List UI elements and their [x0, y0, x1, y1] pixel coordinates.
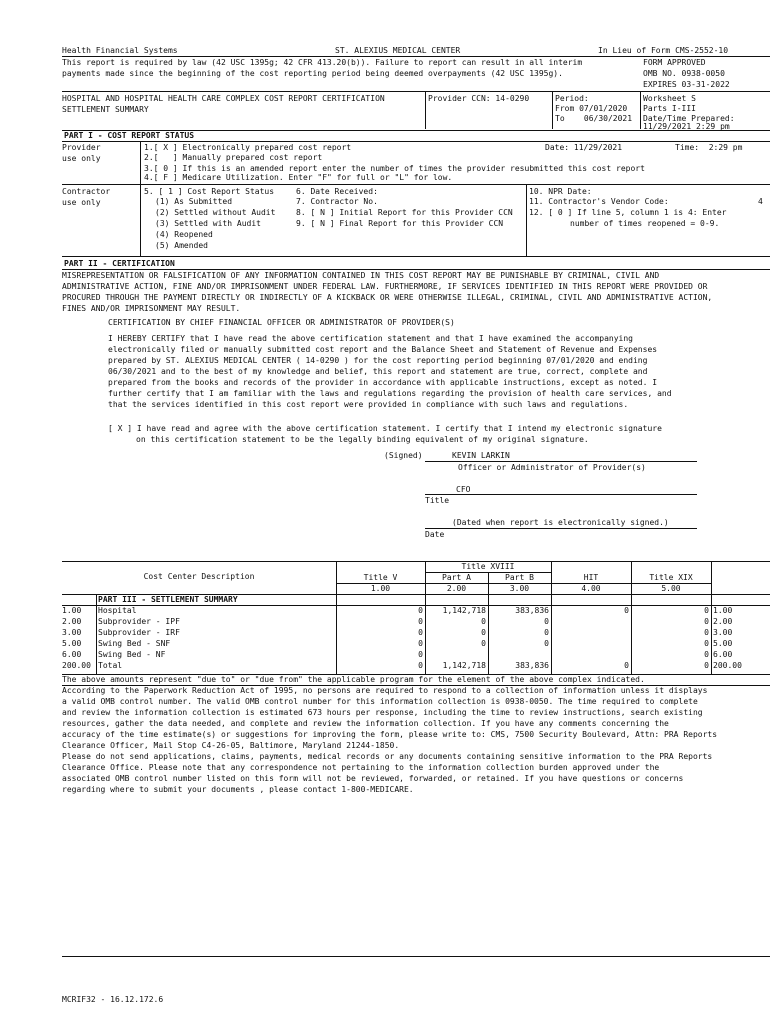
date-label: Date [425, 530, 445, 539]
row-part-b: 383,836 [515, 661, 549, 670]
row-part-a: 0 [481, 628, 486, 637]
row-part-a: 0 [481, 617, 486, 626]
footer-line-10: associated OMB control number listed on this form will not be reviewed, forwarded, or retained. If you have questions or concerns [62, 774, 684, 783]
parts-label: Parts I-III [643, 104, 696, 113]
row-title-v: 0 [418, 650, 423, 659]
date-prepared-label: Date/Time Prepared: [643, 114, 735, 123]
part2-heading: PART II - CERTIFICATION [64, 259, 175, 268]
row-title-v: 0 [418, 639, 423, 648]
esign-line-1: [ X ] I have read and agree with the above certification statement. I certify that I intend my electronic signature [108, 424, 662, 433]
title-xviii-header: Title XVIII [461, 562, 515, 571]
col-num-5: 5.00 [661, 584, 681, 593]
row-line-number-right: 6.00 [713, 650, 733, 659]
signed-label: (Signed) [384, 451, 423, 460]
form-approved: FORM APPROVED [643, 58, 706, 67]
final-report: 9. [ N ] Final Report for this Provider CCN [296, 219, 504, 228]
col-num-2: 2.00 [446, 584, 467, 593]
cert-para-6: further certify that I am familiar with the laws and regulations regarding the provision of health care services, and [108, 389, 672, 398]
vendor-code-value: 4 [758, 197, 763, 206]
period-from: From 07/01/2020 [555, 104, 628, 113]
footer-line-8: Please do not send applications, claims, payments, medical records or any documents containing sensitive information to the PRA Reports [62, 752, 713, 761]
footer-line-1: The above amounts represent "due to" or "due from" the applicable program for the element of the above complex indicated. [62, 675, 645, 684]
row-title-xix: 0 [704, 661, 709, 670]
date-prepared: 11/29/2021 2:29 pm [643, 122, 730, 131]
npr-date: 10. NPR Date: [529, 187, 592, 196]
omb-number: OMB NO. 0938-0050 [643, 69, 725, 78]
row-line-number: 5.00 [62, 639, 82, 648]
misrep-line-1: MISREPRESENTATION OR FALSIFICATION OF ANY INFORMATION CONTAINED IN THIS COST REPORT MAY BE PUNISHABLE BY CRIMINAL, CIVIL AND [62, 271, 660, 280]
row-part-b: 0 [544, 628, 549, 637]
col-title-xix: Title XIX [649, 573, 693, 582]
col-num-1: 1.00 [370, 584, 391, 593]
row-line-number-right: 1.00 [713, 606, 733, 615]
cert-para-7: that the services identified in this cost report were provided in compliance with such laws and regulations. [108, 400, 629, 409]
provider-use-label-2: use only [62, 154, 101, 163]
footer-line-11: regarding where to submit your documents , please contact 1-800-MEDICARE. [62, 785, 414, 794]
row-title-xix: 0 [704, 639, 709, 648]
reopened-note: number of times reopened = 0-9. [570, 219, 720, 228]
row-line-number: 6.00 [62, 650, 82, 659]
status-option-1: (1) As Submitted [155, 197, 233, 206]
contractor-use-label: Contractor [62, 187, 111, 196]
misrep-line-2: ADMINISTRATIVE ACTION, FINE AND/OR IMPRISONMENT UNDER FEDERAL LAW. FURTHERMORE, IF SERVICES IDENTIFIED IN THIS REPORT WERE PROVIDED OR [62, 282, 708, 291]
row-part-b: 0 [544, 639, 549, 648]
footer-line-3: a valid OMB control number. The valid OMB control number for this information collection is 0938-0050. The time required to complete [62, 697, 698, 706]
status-option-5: (5) Amended [155, 241, 208, 250]
esign-line-2: on this certification statement to be the legally binding equivalent of my original signature. [136, 435, 589, 444]
period-to: To 06/30/2021 [555, 114, 633, 123]
desc-header: Cost Center Description [143, 572, 255, 581]
row-description: Hospital [98, 606, 137, 615]
cert-para-5: prepared from the books and records of the provider in accordance with applicable instructions, except as noted. I [108, 378, 658, 387]
row-title-xix: 0 [704, 650, 709, 659]
row-line-number-right: 200.00 [713, 661, 742, 670]
date-received: 6. Date Received: [296, 187, 378, 196]
row-line-number: 3.00 [62, 628, 82, 637]
row-title-v: 0 [418, 628, 423, 637]
footer-line-5: resources, gather the data needed, and complete and review the information collection. If you have any comments concerning the [62, 719, 669, 728]
col-part-b: Part B [505, 573, 534, 582]
row-title-v: 0 [418, 606, 423, 615]
title-label: Title [425, 496, 450, 505]
status-manual: 2.[ ] Manually prepared cost report [144, 153, 323, 162]
row-description: Total [98, 661, 123, 670]
col-part-a: Part A [442, 573, 471, 582]
row-line-number-right: 3.00 [713, 628, 733, 637]
footer-line-9: Clearance Office. Please note that any correspondence not pertaining to the information collection burden approved under the [62, 763, 660, 772]
provider-name: ST. ALEXIUS MEDICAL CENTER [335, 46, 461, 55]
expiration: EXPIRES 03-31-2022 [643, 80, 730, 89]
officer-label: Officer or Administrator of Provider(s) [458, 463, 646, 472]
row-title-xix: 0 [704, 628, 709, 637]
provider-ccn: Provider CCN: 14-0290 [428, 94, 530, 103]
row-title-xix: 0 [704, 606, 709, 615]
row-part-a: 0 [481, 639, 486, 648]
row-title-v: 0 [418, 661, 423, 670]
part3-heading: PART III - SETTLEMENT SUMMARY [98, 595, 238, 604]
col-hit: HIT [583, 573, 599, 582]
cert-para-2: electronically filed or manually submitted cost report and the Balance Sheet and Statement of Revenue and Expenses [108, 345, 658, 354]
row-part-b: 0 [544, 617, 549, 626]
col-num-4: 4.00 [581, 584, 601, 593]
row-description: Swing Bed - NF [98, 650, 166, 659]
contractor-use-label-2: use only [62, 198, 101, 207]
row-line-number: 2.00 [62, 617, 82, 626]
dated-note: (Dated when report is electronically signed.) [452, 518, 669, 527]
cert-para-1: I HEREBY CERTIFY that I have read the above certification statement and that I have examined the accompanying [108, 334, 633, 343]
status-date: Date: 11/29/2021 [545, 143, 623, 152]
worksheet-label: Worksheet S [643, 94, 696, 103]
col-num-3: 3.00 [509, 584, 530, 593]
footer-line-6: accuracy of the time estimate(s) or suggestions for improving the form, please write to: CMS, 7500 Security Boulevard, Attn: PRA Reports [62, 730, 718, 739]
status-option-4: (4) Reopened [155, 230, 213, 239]
contractor-number: 7. Contractor No. [296, 197, 378, 206]
report-title-line-1: HOSPITAL AND HOSPITAL HEALTH CARE COMPLEX COST REPORT CERTIFICATION [62, 94, 385, 103]
row-part-a: 1,142,718 [442, 606, 486, 615]
org-name: Health Financial Systems [62, 46, 178, 55]
notice-line-1: This report is required by law (42 USC 1395g; 42 CFR 413.20(b)). Failure to report can result in all interim [62, 58, 583, 67]
vendor-code-label: 11. Contractor's Vendor Code: [529, 197, 669, 206]
status-option-3: (3) Settled with Audit [155, 219, 261, 228]
footer-line-4: and review the information collection is estimated 673 hours per response, including the time to review instructions, search existing [62, 708, 703, 717]
part1-heading: PART I - COST REPORT STATUS [64, 131, 195, 140]
initial-report: 8. [ N ] Initial Report for this Provider CCN [296, 208, 513, 217]
period-label: Period: [555, 94, 589, 103]
reopened-count: 12. [ 0 ] If line 5, column 1 is 4: Enter [529, 208, 727, 217]
row-description: Subprovider - IPF [98, 617, 180, 626]
report-title-line-2: SETTLEMENT SUMMARY [62, 105, 149, 114]
row-line-number: 1.00 [62, 606, 82, 615]
row-description: Swing Bed - SNF [98, 639, 171, 648]
cert-heading: CERTIFICATION BY CHIEF FINANCIAL OFFICER OR ADMINISTRATOR OF PROVIDER(S) [108, 318, 455, 327]
footer-line-2: According to the Paperwork Reduction Act of 1995, no persons are required to respond to a collection of information unless it displays [62, 686, 708, 695]
form-reference: In Lieu of Form CMS-2552-10 [598, 46, 729, 55]
provider-use-label: Provider [62, 143, 101, 152]
row-title-xix: 0 [704, 617, 709, 626]
row-line-number-right: 2.00 [713, 617, 733, 626]
row-hit: 0 [624, 606, 629, 615]
notice-line-2: payments made since the beginning of the cost reporting period being deemed overpayments (42 USC 1395g). [62, 69, 563, 78]
cert-para-3: prepared by ST. ALEXIUS MEDICAL CENTER ( 14-0290 ) for the cost reporting period beginning 07/01/2020 and ending [108, 356, 648, 365]
col-title-v: Title V [363, 573, 398, 582]
row-hit: 0 [624, 661, 629, 670]
row-title-v: 0 [418, 617, 423, 626]
cost-report-status: 5. [ 1 ] Cost Report Status [144, 187, 275, 196]
row-line-number: 200.00 [62, 661, 91, 670]
software-id: MCRIF32 - 16.12.172.6 [62, 995, 164, 1004]
misrep-line-4: FINES AND/OR IMPRISONMENT MAY RESULT. [62, 304, 241, 313]
cert-para-4: 06/30/2021 and to the best of my knowledge and belief, this report and statement are true, correct, complete and [108, 367, 648, 376]
signer-title: CFO [456, 485, 471, 494]
row-line-number-right: 5.00 [713, 639, 733, 648]
row-description: Subprovider - IRF [98, 628, 180, 637]
status-utilization: 4.[ F ] Medicare Utilization. Enter "F" for full or "L" for low. [144, 173, 453, 182]
row-part-b: 383,836 [515, 606, 549, 615]
signer-name: KEVIN LARKIN [452, 451, 510, 460]
status-amended: 3.[ 0 ] If this is an amended report enter the number of times the provider resubmitted this cost report [144, 164, 645, 173]
footer-line-7: Clearance Officer, Mail Stop C4-26-05, Baltimore, Maryland 21244-1850. [62, 741, 400, 750]
row-part-a: 1,142,718 [442, 661, 486, 670]
status-electronic: 1.[ X ] Electronically prepared cost report [144, 143, 352, 152]
misrep-line-3: PROCURED THROUGH THE PAYMENT DIRECTLY OR INDIRECTLY OF A KICKBACK OR WERE OTHERWISE ILLEGAL, CRIMINAL, CIVIL AND ADMINISTRATIVE ACTION, [62, 293, 713, 302]
status-time: Time: 2:29 pm [675, 143, 743, 152]
status-option-2: (2) Settled without Audit [155, 208, 276, 217]
